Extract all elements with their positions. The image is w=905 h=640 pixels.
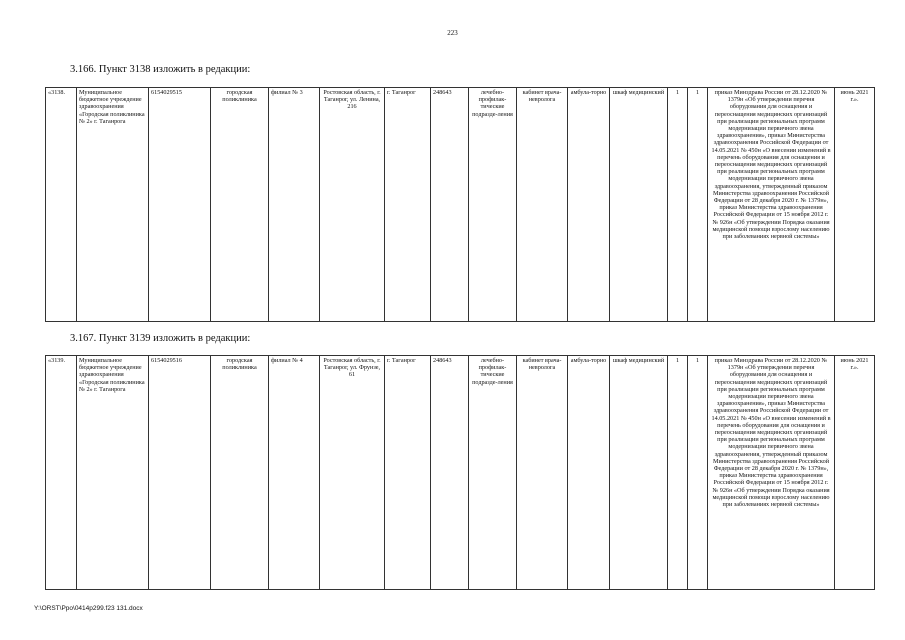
cell-facility-type: городская поликлиника — [211, 88, 269, 322]
file-path-footer: Y:\ORST\Ppo\0414p299.f23 131.docx — [34, 605, 143, 612]
cell-inn: 6154029515 — [149, 88, 211, 322]
cell-branch: филиал № 4 — [269, 356, 320, 590]
cell-care: амбула-торно — [568, 88, 610, 322]
cell-inn: 6154029516 — [149, 356, 211, 590]
cell-code: 248643 — [431, 356, 469, 590]
cell-qty-1: 1 — [668, 356, 688, 590]
cell-legal-basis: приказ Минздрава России от 28.12.2020 № 1379н «Об утверждении перечня оборудования для оснащения и переоснащения медицинских организаций при реализации региональных программ модернизации первичного звена здравоохранения», приказ Министерства здравоохранения Российской Федерации от 14.05.2021 № 450н «О внесении изменений в перечень оборудования для оснащения и переоснащения медицинских организаций при реализации региональных программ модернизации первичного звена здравоохранения, утвержденный приказом Министерства здравоохранения Российской Федерации от 28 декабря 2020 г. № 1379н», приказ Министерства здравоохранения Российской Федерации от 15 ноября 2012 г. № 926н «Об утверждении Порядка оказания медицинской помощи взрослому населению при заболеваниях нервной системы» — [708, 356, 835, 590]
cell-room: кабинет врача-невролога — [517, 88, 568, 322]
cell-city: г. Таганрог — [385, 356, 431, 590]
cell-address: Ростовская область, г. Таганрог, ул. Фрунзе, 61 — [320, 356, 385, 590]
cell-profile: лечебно-профилак-тические подразде-ления — [469, 356, 517, 590]
cell-equipment: шкаф медицинский — [610, 356, 668, 590]
section-heading-3166: 3.166. Пункт 3138 изложить в редакции: — [70, 64, 251, 75]
cell-number: «3138. — [46, 88, 77, 322]
cell-qty-1: 1 — [668, 88, 688, 322]
page-number: 223 — [447, 29, 458, 37]
cell-date: июнь 2021 г.». — [835, 356, 875, 590]
cell-number: «3139. — [46, 356, 77, 590]
section-heading-3167: 3.167. Пункт 3139 изложить в редакции: — [70, 333, 251, 344]
cell-organization: Муниципальное бюджетное учреждение здравоохранения «Городская поликлиника № 2» г. Таганрога — [77, 356, 149, 590]
cell-city: г. Таганрог — [385, 88, 431, 322]
cell-qty-2: 1 — [688, 356, 708, 590]
cell-care: амбула-торно — [568, 356, 610, 590]
item-table-3139 — [45, 355, 875, 590]
cell-equipment: шкаф медицинский — [610, 88, 668, 322]
cell-address: Ростовская область, г. Таганрог, ул. Ленина, 216 — [320, 88, 385, 322]
item-table-3138 — [45, 87, 875, 322]
cell-legal-basis: приказ Минздрава России от 28.12.2020 № 1379н «Об утверждении перечня оборудования для оснащения и переоснащения медицинских организаций при реализации региональных программ модернизации первичного звена здравоохранения», приказ Министерства здравоохранения Российской Федерации от 14.05.2021 № 450н «О внесении изменений в перечень оборудования для оснащения и переоснащения медицинских организаций при реализации региональных программ модернизации первичного звена здравоохранения, утвержденный приказом Министерства здравоохранения Российской Федерации от 28 декабря 2020 г. № 1379н», приказ Министерства здравоохранения Российской Федерации от 15 ноября 2012 г. № 926н «Об утверждении Порядка оказания медицинской помощи взрослому населению при заболеваниях нервной системы» — [708, 88, 835, 322]
cell-date: июнь 2021 г.». — [835, 88, 875, 322]
cell-profile: лечебно-профилак-тические подразде-ления — [469, 88, 517, 322]
cell-code: 248643 — [431, 88, 469, 322]
cell-room: кабинет врача-невролога — [517, 356, 568, 590]
cell-facility-type: городская поликлиника — [211, 356, 269, 590]
cell-branch: филиал № 3 — [269, 88, 320, 322]
cell-qty-2: 1 — [688, 88, 708, 322]
cell-organization: Муниципальное бюджетное учреждение здравоохранения «Городская поликлиника № 2» г. Таганрога — [77, 88, 149, 322]
